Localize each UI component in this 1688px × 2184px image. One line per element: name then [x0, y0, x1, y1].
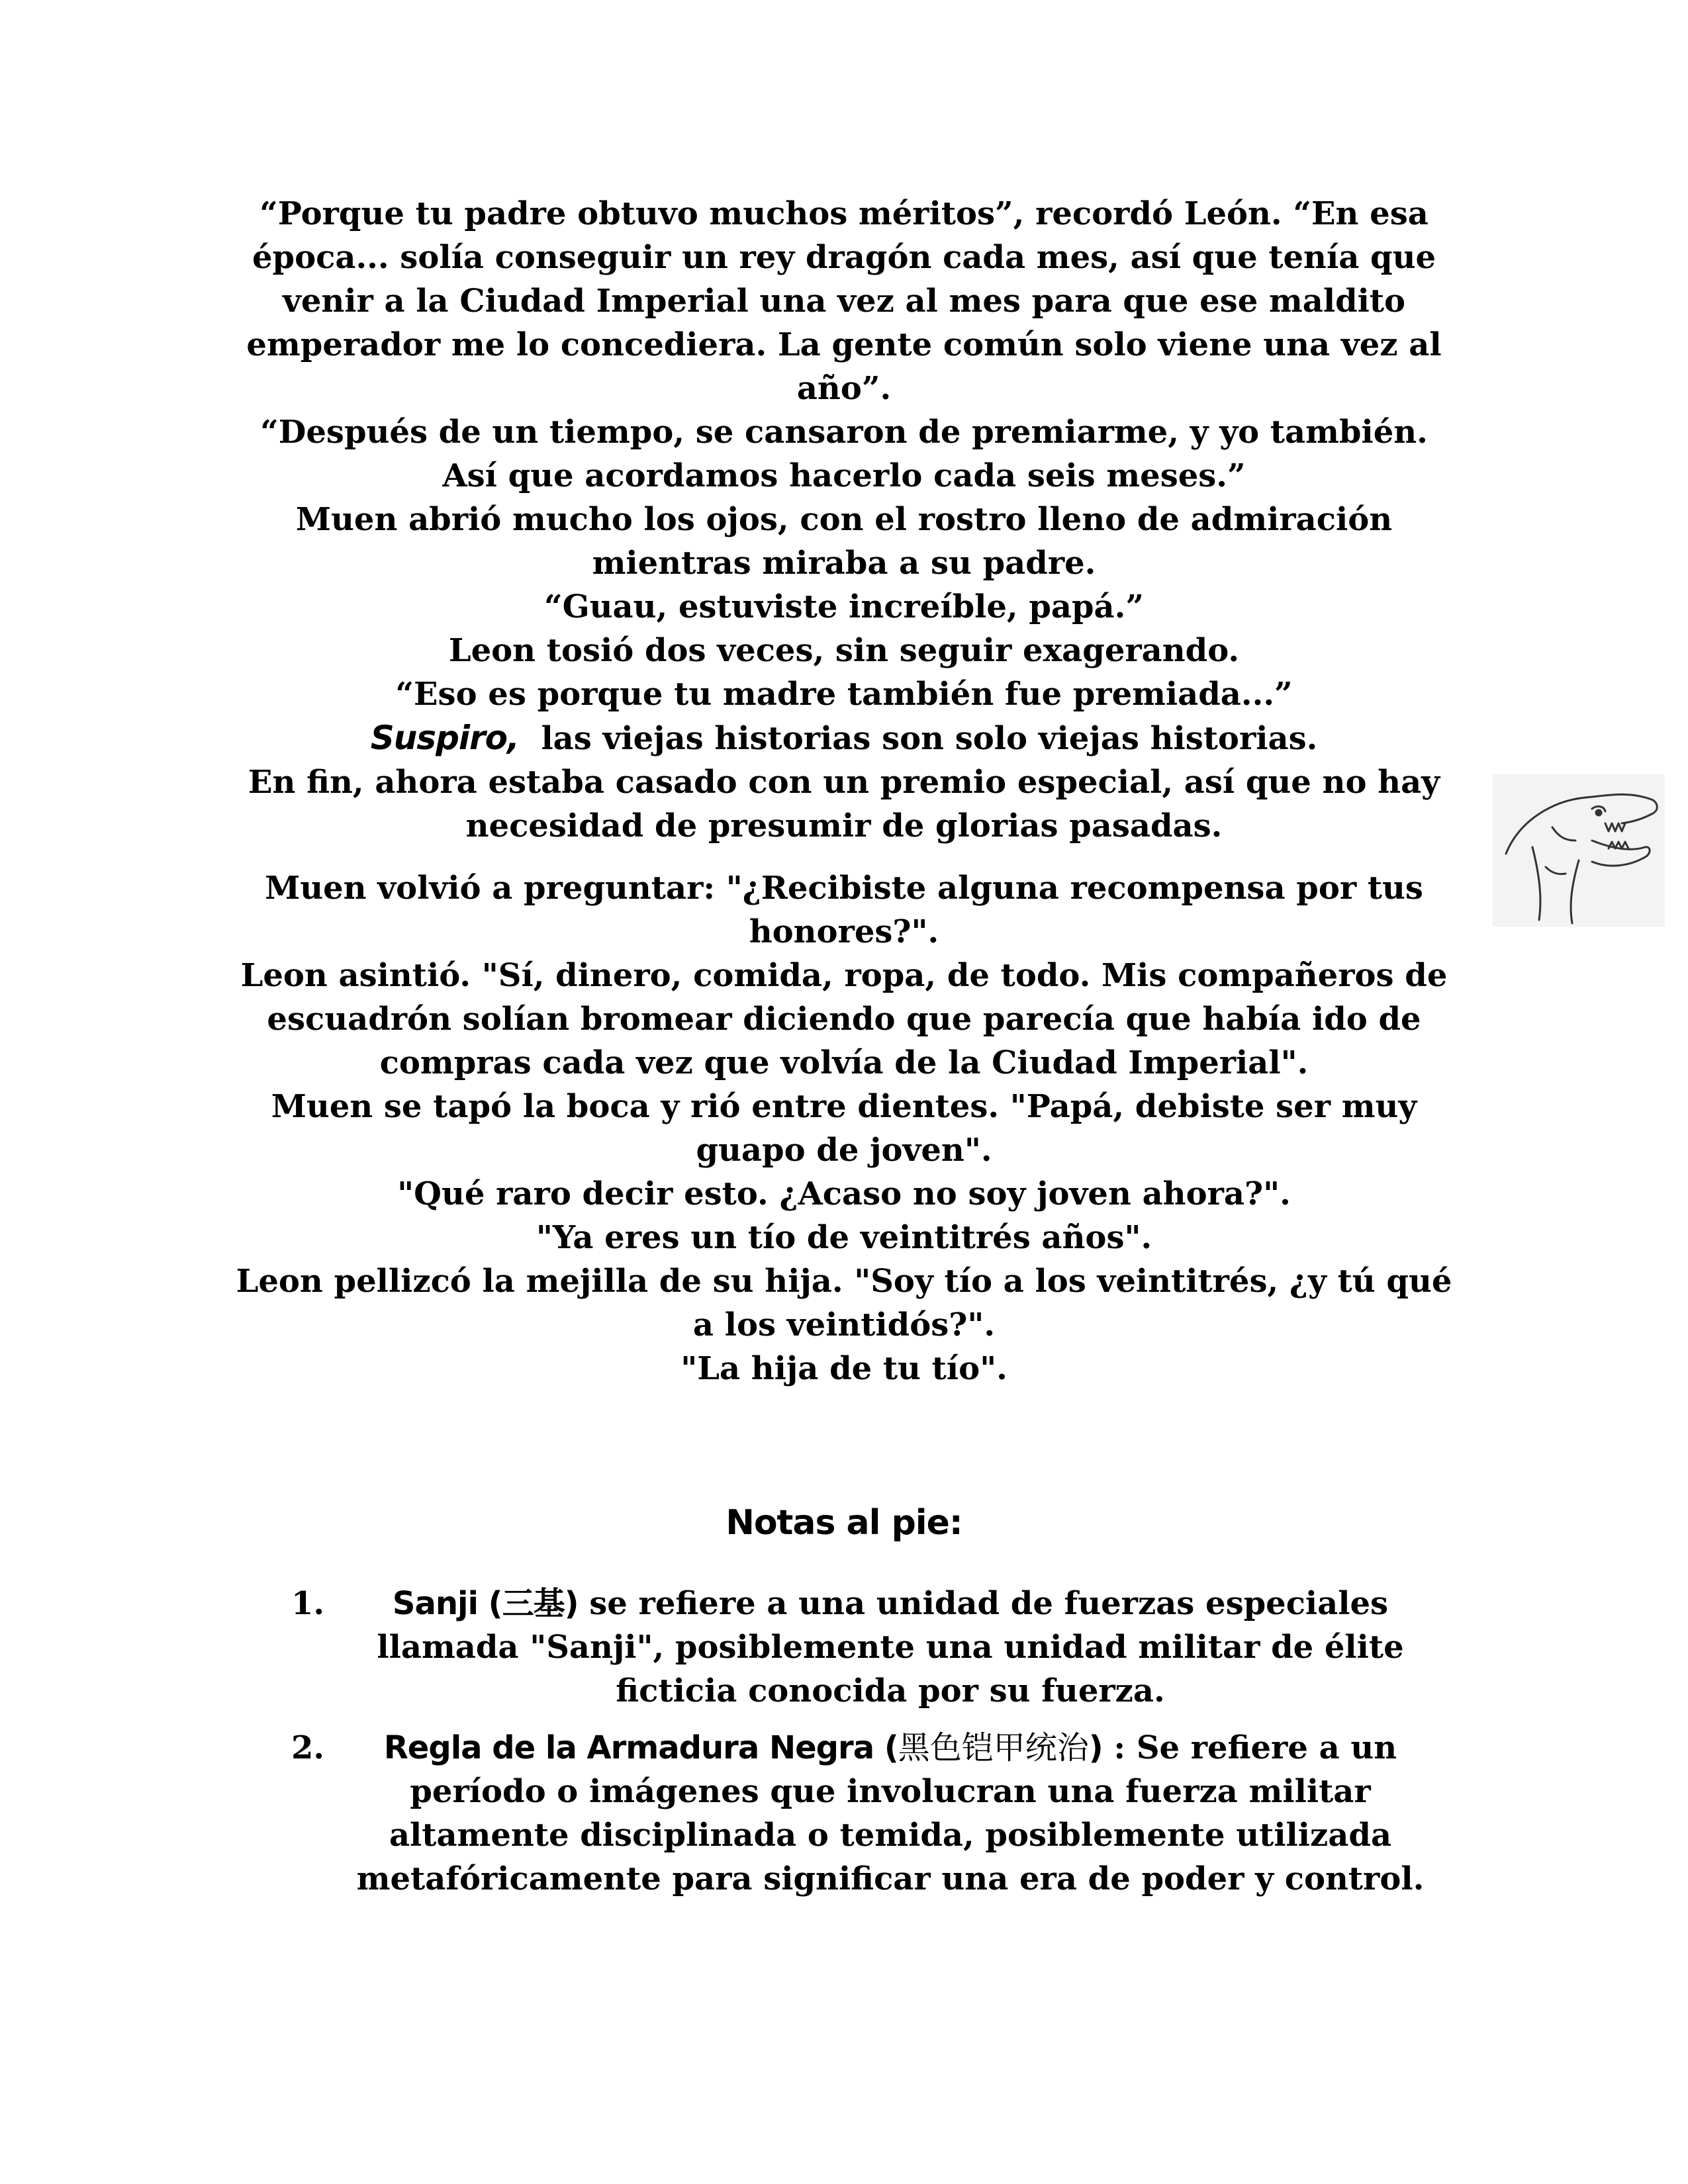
footnote-term: Sanji (三基)	[392, 1585, 579, 1622]
paragraph: Leon tosió dos veces, sin seguir exagerando.	[448, 632, 1240, 669]
paragraph: “Eso es porque tu madre también fue premiada...”	[395, 676, 1293, 713]
footnote-item	[278, 1726, 1443, 1901]
story-text	[228, 192, 1460, 1390]
paragraph: “Después de un tiempo, se cansaron de premiarme, y yo también. Así que acordamos hacerlo cada seis meses.”	[260, 414, 1428, 494]
paragraph: Leon pellizcó la mejilla de su hija. "Soy tío a los veintitrés, ¿y tú qué a los veintidós?".	[236, 1263, 1452, 1343]
paragraph: Leon asintió. "Sí, dinero, comida, ropa, de todo. Mis compañeros de escuadrón solían bromear diciendo que parecía que había ido de compras cada vez que volvía de la Ciudad Imperial".	[240, 957, 1448, 1081]
suspiro-rest: las viejas historias son solo viejas historias.	[541, 720, 1318, 757]
footnote-item	[278, 1582, 1443, 1713]
footnote-term-cjk: 黑色铠甲统治	[898, 1729, 1089, 1766]
footnote-text: se refiere a una unidad de fuerzas especiales llamada "Sanji", posiblemente una unidad militar de élite ficticia conocida por su fuerza.	[377, 1585, 1404, 1709]
footnote-number: 1.	[291, 1585, 325, 1622]
dinosaur-sketch-icon	[1493, 774, 1665, 927]
paragraph: En fin, ahora estaba casado con un premio especial, así que no hay necesidad de presumir de glorias pasadas.	[248, 764, 1440, 844]
footnote-number: 2.	[291, 1729, 325, 1766]
paragraph-suspiro	[228, 716, 1460, 760]
suspiro-emphasis: Suspiro,	[370, 719, 520, 757]
footnote-term: Regla de la Armadura Negra (	[383, 1729, 898, 1766]
paragraph: Muen se tapó la boca y rió entre dientes. "Papá, debiste ser muy guapo de joven".	[271, 1088, 1417, 1169]
paragraph: “Guau, estuviste increíble, papá.”	[544, 588, 1144, 625]
footnote-text: : Se refiere a un período o imágenes que involucran una fuerza militar altamente disciplinada o temida, posiblemente utilizada metafóricamente para significar una era de poder y control.	[356, 1729, 1425, 1897]
paragraph: "Qué raro decir esto. ¿Acaso no soy joven ahora?".	[397, 1175, 1291, 1212]
footnotes-list	[278, 1582, 1443, 1914]
footnote-term-close: )	[1088, 1729, 1103, 1766]
paragraph: Muen abrió mucho los ojos, con el rostro lleno de admiración mientras miraba a su padre.	[295, 501, 1393, 582]
paragraph: "Ya eres un tío de veintitrés años".	[536, 1219, 1152, 1256]
paragraph: "La hija de tu tío".	[680, 1350, 1008, 1387]
paragraph: “Porque tu padre obtuvo muchos méritos”, recordó León. “En esa época... solía conseguir un rey dragón cada mes, así que tenía que venir a la Ciudad Imperial una vez al mes para que ese maldito emperador me lo concediera. La gente común solo viene una vez al año”.	[246, 195, 1442, 407]
paragraph: Muen volvió a preguntar: "¿Recibiste alguna recompensa por tus honores?".	[265, 870, 1423, 950]
footnotes-heading: Notas al pie:	[726, 1503, 962, 1543]
